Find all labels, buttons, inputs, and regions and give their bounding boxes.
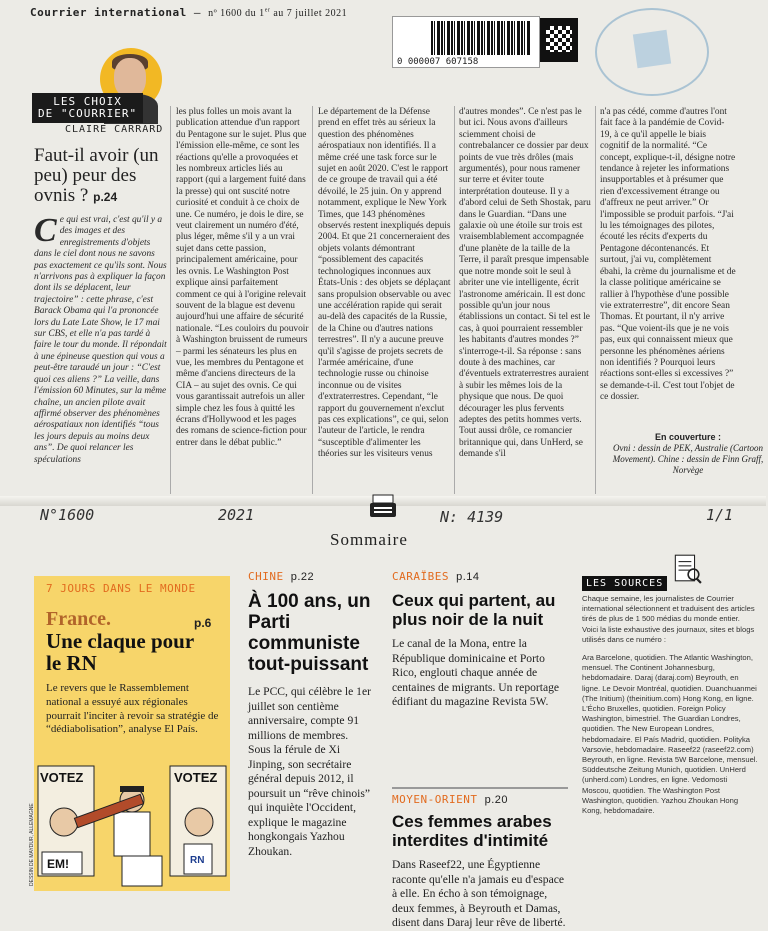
- sources-intro: Chaque semaine, les journalistes de Courrier international sélectionnent et traduisent des articles tirés de plus de 1 500 médias du monde entier. Voici la liste exhaustive des journaux, sites et blogs utilisés dans ce numéro :: [582, 594, 755, 644]
- chine-headline: À 100 ans, un Parti communiste tout-puissant: [248, 591, 371, 675]
- typewriter-icon: [368, 492, 398, 522]
- election-cartoon: [29, 760, 230, 891]
- barcode-bars: [431, 21, 531, 55]
- chine-text: Le PCC, qui célèbre le 1er juillet son centième anniversaire, compte 91 millions de membres. Sous la férule de Xi Jinping, son secrétaire général depuis 2012, il poursuit un “rêve chinois” qui inquiète l'Occident, explique le magazine hongkongais Yazhou Zhoukan.: [248, 685, 371, 858]
- chine-article[interactable]: [248, 570, 372, 859]
- publication-name: Courrier international: [30, 6, 187, 19]
- issue-text: nº 1600 du 1: [208, 8, 265, 19]
- issue-line: [208, 8, 347, 19]
- handwritten-issue: N°1600: [40, 506, 95, 524]
- editorial-col-5: [600, 107, 736, 429]
- author-name: CLAIRE CARRARD: [65, 124, 164, 135]
- document-icon: [670, 552, 702, 584]
- editorial-headline-text: Faut-il avoir (un peu) peur des ovnis ?: [34, 145, 159, 206]
- monde-label: 7 JOURS DANS LE MONDE: [46, 582, 196, 595]
- sources-title: LES SOURCES: [582, 576, 667, 591]
- cover-credits-title: En couverture :: [654, 432, 721, 442]
- cartoon-credit: DESSIN DE MAYDUR, ALLEMAGNE: [29, 803, 35, 886]
- caraibes-page: p.14: [456, 571, 480, 583]
- masthead: [30, 6, 347, 19]
- editorial-col-4: [459, 107, 593, 495]
- issue-sup: er: [264, 7, 271, 14]
- mo-category: [392, 793, 568, 806]
- mo-label: MOYEN-ORIENT: [392, 793, 478, 806]
- editorial-headline: [34, 146, 169, 207]
- mo-article[interactable]: [392, 793, 568, 931]
- editorial-page: p.24: [93, 190, 118, 204]
- monde-page: p.6: [194, 616, 212, 630]
- caraibes-category: [392, 570, 568, 583]
- cover-credits: [608, 432, 768, 476]
- cover-credits-text: Ovni : dessin de PEK, Australie (Cartoon Movement). Chine : dessin de Finn Graff, Norvège: [612, 443, 764, 475]
- caraibes-article[interactable]: [392, 570, 568, 710]
- cartoon-rn: RN: [190, 855, 205, 866]
- sources-block: [582, 594, 758, 816]
- barcode-number: 0 000007 607158: [397, 57, 479, 67]
- editorial-col-3: [318, 107, 452, 495]
- monde-text: Le revers que le Rassemblement national a essuyé aux régionales pourrait l'inciter à revoir sa stratégie de “dédiabolisation”, analyse El País.: [46, 682, 219, 736]
- sources-list: Ara Barcelone, quotidien. The Atlantic Washington, mensuel. The Continent Johannesburg, hebdomadaire. Daraj (daraj.com) Beyrouth, en ligne. Le Devoir Montréal, quotidien. Duanchuanmei (The Initium) (theinitium.com) Hong Kong, en ligne. L'Écho Bruxelles, quotidien. Foreign Policy Washington, bimestriel. The Guardian Londres, quotidien. The New European Londres, hebdomadaire. El País Madrid, quotidien. Polityka Varsovie, hebdomadaire. Raseef22 (raseef22.com) Beyrouth, en ligne. Revista 5W Barcelone, mensuel. Süddeutsche Zeitung Munich, quotidien. UnHerd (unherd.com) Londres, en ligne. Vedomosti Moscou, quotidien. The Washington Post Washington, quotidien. Yazhou Zhoukan Hong Kong, hebdomadaire.: [582, 653, 758, 816]
- header-separator: —: [193, 6, 201, 19]
- chine-page: p.22: [290, 571, 315, 583]
- barcode: [392, 16, 540, 68]
- editorial-col-1-text: e qui est vrai, c'est qu'il y a des images et des enregistrements d'objets dans le ciel dont nous ne savons pas exactement ce qu'ils sont. Nous n'arrivons pas à expliquer la façon dont ils se déplacent, leur trajectoire” : cette phrase, c'est Barack Obama qui l'a prononcée lors du Late Late Show, le 17 mai sur CBS, et elle n'a pas tardé à faire le tour du monde. Il répondait à une épineuse question qui vous a peut-être taraudé un jour : “C'est quoi ces aliens ?” La veille, dans l'émission 60 Minutes, sur la même chaîne, un ancien pilote avait affirmé observer des phénomènes aérospatiaux non identifiés “tous les jours depuis au moins deux ans”. De quoi relancer les spéculations: [34, 215, 167, 465]
- handwritten-year: 2021: [218, 506, 255, 524]
- library-stamp: [595, 8, 709, 96]
- caraibes-headline: Ceux qui partent, au plus noir de la nuit: [392, 591, 556, 629]
- qr-code: [540, 18, 578, 62]
- section-rule: [392, 787, 568, 789]
- choix-badge: [32, 93, 143, 123]
- cartoon-votez-2: VOTEZ: [174, 770, 218, 785]
- drop-cap: C: [34, 212, 57, 249]
- editorial-col-2: [176, 107, 310, 495]
- issue-date: au 7 juillet 2021: [270, 8, 348, 19]
- cartoon-votez-1: VOTEZ: [40, 770, 84, 785]
- mo-text: Dans Raseef22, une Égyptienne raconte qu'elle n'a jamais eu d'espace à elle. En écho à son témoignage, deux femmes, à Beyrouth et Damas, disent dans Daraj leur rêve de liberté.: [392, 858, 566, 929]
- editorial-col-1: [34, 212, 168, 495]
- mo-headline: Ces femmes arabes interdites d'intimité: [392, 812, 552, 850]
- caraibes-label: CARAÏBES: [392, 570, 449, 583]
- monde-headline: Une claque pour le RN: [46, 629, 194, 675]
- handwritten-number: N: 4139: [440, 508, 504, 526]
- mo-page: p.20: [484, 794, 509, 806]
- editorial-col-3-text: Le département de la Défense prend en effet très au sérieux la question des phénomènes aérospatiaux non identifiés. Il a même créé une task force sur le sujet en août 2020. C'est le rapport de ce groupe de travail qui a été dévoilé, le 25 juin. On y apprend notamment, explique le New York Times, que 143 phénomènes observés restent inexpliqués depuis 2004. Et que 21 concerneraient des objets volants démontrant “possiblement des capacités technologiques inconnues aux États-Unis : des objets se déplaçant sans propulsion observable ou avec une accélération rapide qui serait au-delà des capacités de la Russie, de la Chine ou d'autres nations terrestres”. Il n'y a aucune preuve qu'il s'agisse de projets secrets de l'armée américaine, d'une technologie russe ou chinoise inconnue ou de visites d'extraterrestres. Cependant, “le rapport du gouvernement n'exclut pas ces explications”, ce qui, selon l'auteur de l'article, le rendra “susceptible d'alimenter les théories sur les visiteurs venus: [318, 107, 451, 460]
- chine-label: CHINE: [248, 570, 284, 583]
- editorial-col-4-text: d'autres mondes”. Ce n'est pas le but ici. Nous avons d'ailleurs sciemment choisi de contrebalancer ce dossier par deux points de vue très drôles (mais argumentés), pour nous ramener sur terre et éviter toute interprétation douteuse. Il y a d'abord celui de Seth Shostak, paru dans le Guardian. “Dans une galaxie où une étoile sur trois est vraisemblablement accompagnée d'une planète de la taille de la Terre, il paraît presque impensable que notre monde soit le seul à abriter une vie intelligente, écrit l'astronome américain. Il est donc possible qu'un jour nous établissions un contact. Si tel est le cas, à quoi pourraient ressembler les habitants d'autres mondes ?” s'interroge-t-il. Sa réponse : sans doute à des machines, car d'éventuels extraterrestres auraient à subir les mêmes lois de la physique que nous. De quoi décourager les plus fervents adeptes des petits hommes verts. Tout aussi drôle, ce romancier britannique qui, dans UnHerd, se demande s'il: [459, 107, 591, 460]
- handwritten-page: 1/1: [706, 506, 734, 524]
- cartoon-em: EM!: [47, 857, 69, 871]
- editorial-col-5-text: n'a pas cédé, comme d'autres l'ont fait face à la pandémie de Covid-19, à ce qu'il appelle le biais cognitif de la normalité. “Ce concept, explique-t-il, désigne notre tendance à rejeter les informations insupportables et à présumer que rien d'excessivement étrange ou d'affreux ne peut arriver.” Or l'impossible se produit parfois. “J'ai lu les témoignages des pilotes, écouté les récits d'experts du Pentagone décontenancés. Et surtout, j'ai vu, complètement ébahi, la crème du journalisme et de la classe politique américaine se rallier à l'hypothèse d'une possible vie extraterrestre”, dit encore Sean Thomas. Et pourtant, il n'y arrive pas. “Que voient-ils que je ne vois pas, eux qui connaissent mieux que personne les phénomènes aériens non identifiés ? Pourquoi leurs réactions sont-elles si excessives ?” se demande-t-il. C'est tout l'objet de ce dossier.: [600, 107, 736, 403]
- caraibes-text: Le canal de la Mona, entre la République dominicaine et Porto Rico, englouti chaque année de centaines de migrants. Un reportage édifiant du magazine Revista 5W.: [392, 637, 560, 708]
- editorial-col-2-text: les plus folles un mois avant la publication attendue d'un rapport du Pentagone sur le sujet. Plus que l'émission elle-même, ce sont les réactions qu'elle a provoquées et les nombreux articles liés au rapport (qui a largement fuité dans la presse) qui ont suscité notre curiosité et conduit à ce choix de une. Ce numéro, je dois le dire, se veut clairement un numéro d'été, plus léger, même s'il y a un vrai sujet dans cette passion, principalement américaine, pour les ovnis. Le Washington Post explique ainsi parfaitement comment ce qui à l'origine relevait souvent de la blague est devenu aujourd'hui une affaire de sécurité nationale. “Les couloirs du pouvoir à Washington bruissent de rumeurs – parmi les sénateurs les plus en vue, les membres du Pentagone et même d'anciens directeurs de la CIA – au sujet des ovnis. Ce qui vous garantissait autrefois un aller simple chez les fous à quitté les écrans d'Hollywood et les pages des romans de science-fiction pour entrer dans le débat public.”: [176, 107, 309, 448]
- sommaire-title: Sommaire: [330, 530, 408, 549]
- choix-line-1: LES CHOIX: [53, 95, 122, 108]
- monde-country: France.: [46, 608, 111, 630]
- chine-category: [248, 570, 372, 583]
- choix-line-2: DE "COURRIER": [38, 107, 138, 120]
